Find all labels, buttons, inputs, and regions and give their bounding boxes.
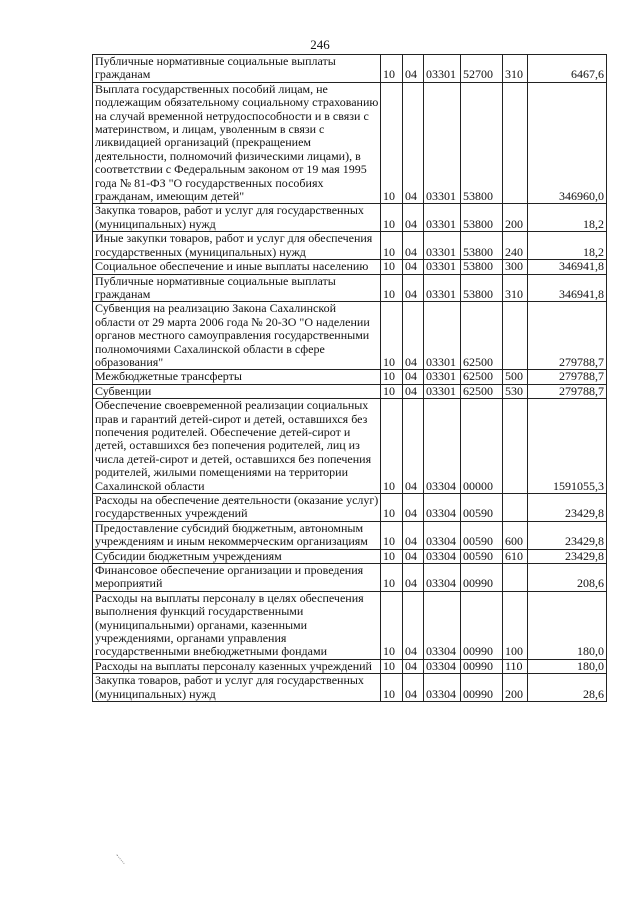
- cell-name: Субвенция на реализацию Закона Сахалинской области от 29 марта 2006 года № 20-ЗО "О наделении органов местного самоуправления государственными полномочиями Сахалинской области в сфере образования": [93, 302, 381, 370]
- cell-target-article-code: 00990: [461, 674, 503, 702]
- cell-name: Межбюджетные трансферты: [93, 370, 381, 384]
- cell-section-code: 10: [381, 260, 403, 274]
- cell-amount: 180,0: [528, 659, 607, 673]
- cell-amount: 18,2: [528, 232, 607, 260]
- cell-program-code: 03301: [424, 232, 461, 260]
- cell-program-code: 03301: [424, 55, 461, 83]
- cell-name: Выплата государственных пособий лицам, не подлежащим обязательному социальному страхованию на случай временной нетрудоспособности и в связи с материнством, и лицам, уволенным в связи с ликвидацией организаций (прекращением деятельности, полномочий физическими лицами), в соответствии с Федеральным законом от 19 мая 1995 года № 81-ФЗ "О государственных пособиях гражданам, имеющим детей": [93, 82, 381, 204]
- cell-amount: 23429,8: [528, 521, 607, 549]
- cell-amount: 23429,8: [528, 494, 607, 522]
- cell-section-code: 10: [381, 274, 403, 302]
- cell-program-code: 03301: [424, 302, 461, 370]
- cell-section-code: 10: [381, 370, 403, 384]
- cell-subsection-code: 04: [403, 260, 424, 274]
- page-number: 246: [310, 37, 330, 52]
- cell-subsection-code: 04: [403, 564, 424, 592]
- table-row: [93, 302, 607, 370]
- cell-expense-type-code: [503, 82, 528, 204]
- table-row: [93, 591, 607, 659]
- cell-target-article-code: 00990: [461, 564, 503, 592]
- cell-amount: 23429,8: [528, 549, 607, 563]
- cell-program-code: 03304: [424, 591, 461, 659]
- table-row: [93, 399, 607, 494]
- cell-expense-type-code: 310: [503, 274, 528, 302]
- cell-expense-type-code: 300: [503, 260, 528, 274]
- cell-program-code: 03301: [424, 260, 461, 274]
- cell-name: Социальное обеспечение и иные выплаты населению: [93, 260, 381, 274]
- cell-amount: 346941,8: [528, 274, 607, 302]
- cell-expense-type-code: 600: [503, 521, 528, 549]
- cell-amount: 18,2: [528, 204, 607, 232]
- cell-program-code: 03301: [424, 274, 461, 302]
- cell-subsection-code: 04: [403, 302, 424, 370]
- cell-subsection-code: 04: [403, 274, 424, 302]
- cell-subsection-code: 04: [403, 82, 424, 204]
- cell-section-code: 10: [381, 82, 403, 204]
- cell-expense-type-code: 200: [503, 204, 528, 232]
- table-row: [93, 55, 607, 83]
- table-row: [93, 260, 607, 274]
- budget-table: [92, 54, 607, 702]
- cell-expense-type-code: 500: [503, 370, 528, 384]
- cell-section-code: 10: [381, 302, 403, 370]
- cell-amount: 279788,7: [528, 302, 607, 370]
- cell-expense-type-code: 310: [503, 55, 528, 83]
- table-row: [93, 521, 607, 549]
- cell-expense-type-code: [503, 564, 528, 592]
- cell-section-code: 10: [381, 399, 403, 494]
- cell-subsection-code: 04: [403, 674, 424, 702]
- cell-name: Предоставление субсидий бюджетным, автономным учреждениям и иным некоммерческим организациям: [93, 521, 381, 549]
- cell-subsection-code: 04: [403, 591, 424, 659]
- cell-amount: 28,6: [528, 674, 607, 702]
- table-row: [93, 204, 607, 232]
- cell-subsection-code: 04: [403, 399, 424, 494]
- table-row: [93, 674, 607, 702]
- cell-target-article-code: 52700: [461, 55, 503, 83]
- cell-target-article-code: 53800: [461, 82, 503, 204]
- cell-name: Публичные нормативные социальные выплаты гражданам: [93, 274, 381, 302]
- cell-expense-type-code: [503, 302, 528, 370]
- cell-amount: 1591055,3: [528, 399, 607, 494]
- cell-section-code: 10: [381, 549, 403, 563]
- cell-expense-type-code: 200: [503, 674, 528, 702]
- cell-subsection-code: 04: [403, 55, 424, 83]
- cell-target-article-code: 00590: [461, 521, 503, 549]
- cell-name: Субвенции: [93, 384, 381, 398]
- cell-program-code: 03304: [424, 564, 461, 592]
- cell-target-article-code: 62500: [461, 370, 503, 384]
- cell-program-code: 03301: [424, 82, 461, 204]
- table-row: [93, 384, 607, 398]
- cell-program-code: 03304: [424, 674, 461, 702]
- cell-name: Финансовое обеспечение организации и проведения мероприятий: [93, 564, 381, 592]
- cell-name: Публичные нормативные социальные выплаты гражданам: [93, 55, 381, 83]
- cell-section-code: 10: [381, 232, 403, 260]
- table-row: [93, 370, 607, 384]
- cell-target-article-code: 00000: [461, 399, 503, 494]
- cell-amount: 6467,6: [528, 55, 607, 83]
- table-row: [93, 659, 607, 673]
- cell-program-code: 03304: [424, 494, 461, 522]
- table-row: [93, 549, 607, 563]
- cell-target-article-code: 00590: [461, 549, 503, 563]
- cell-target-article-code: 62500: [461, 302, 503, 370]
- cell-name: Расходы на выплаты персоналу в целях обеспечения выполнения функций государственными (муниципальными) органами, казенными учреждениями, органами управления государственными внебюджетными фондами: [93, 591, 381, 659]
- cell-section-code: 10: [381, 204, 403, 232]
- cell-name: Иные закупки товаров, работ и услуг для обеспечения государственных (муниципальных) нужд: [93, 232, 381, 260]
- cell-section-code: 10: [381, 521, 403, 549]
- cell-name: Обеспечение своевременной реализации социальных прав и гарантий детей-сирот и детей, оставшихся без попечения родителей. Обеспечение детей-сирот и детей, оставшихся без попечения родителей, лиц из числа детей-сирот и детей, оставшихся без попечения родителей, жилыми помещениями на территории Сахалинской области: [93, 399, 381, 494]
- cell-expense-type-code: [503, 399, 528, 494]
- cell-amount: 279788,7: [528, 384, 607, 398]
- cell-subsection-code: 04: [403, 384, 424, 398]
- cell-subsection-code: 04: [403, 549, 424, 563]
- cell-target-article-code: 00990: [461, 659, 503, 673]
- cell-subsection-code: 04: [403, 494, 424, 522]
- cell-name: Закупка товаров, работ и услуг для государственных (муниципальных) нужд: [93, 674, 381, 702]
- cell-subsection-code: 04: [403, 232, 424, 260]
- cell-name: Закупка товаров, работ и услуг для государственных (муниципальных) нужд: [93, 204, 381, 232]
- cell-target-article-code: 00590: [461, 494, 503, 522]
- table-row: [93, 564, 607, 592]
- cell-program-code: 03304: [424, 521, 461, 549]
- budget-table-body: [93, 55, 607, 702]
- cell-section-code: 10: [381, 384, 403, 398]
- cell-subsection-code: 04: [403, 204, 424, 232]
- cell-target-article-code: 53800: [461, 204, 503, 232]
- cell-program-code: 03304: [424, 659, 461, 673]
- cell-section-code: 10: [381, 55, 403, 83]
- cell-section-code: 10: [381, 494, 403, 522]
- cell-subsection-code: 04: [403, 659, 424, 673]
- cell-amount: 180,0: [528, 591, 607, 659]
- cell-amount: 279788,7: [528, 370, 607, 384]
- cell-expense-type-code: 530: [503, 384, 528, 398]
- cell-subsection-code: 04: [403, 521, 424, 549]
- table-row: [93, 232, 607, 260]
- cell-program-code: 03304: [424, 549, 461, 563]
- cell-section-code: 10: [381, 564, 403, 592]
- cell-expense-type-code: 100: [503, 591, 528, 659]
- cell-amount: 346941,8: [528, 260, 607, 274]
- cell-expense-type-code: 240: [503, 232, 528, 260]
- cell-program-code: 03304: [424, 399, 461, 494]
- cell-name: Расходы на обеспечение деятельности (оказание услуг) государственных учреждений: [93, 494, 381, 522]
- table-row: [93, 494, 607, 522]
- scan-artifact: [116, 844, 137, 864]
- cell-target-article-code: 53800: [461, 274, 503, 302]
- cell-name: Расходы на выплаты персоналу казенных учреждений: [93, 659, 381, 673]
- cell-program-code: 03301: [424, 384, 461, 398]
- cell-section-code: 10: [381, 659, 403, 673]
- cell-subsection-code: 04: [403, 370, 424, 384]
- table-row: [93, 274, 607, 302]
- cell-expense-type-code: 610: [503, 549, 528, 563]
- cell-expense-type-code: [503, 494, 528, 522]
- cell-section-code: 10: [381, 674, 403, 702]
- cell-target-article-code: 00990: [461, 591, 503, 659]
- cell-amount: 346960,0: [528, 82, 607, 204]
- cell-program-code: 03301: [424, 204, 461, 232]
- cell-target-article-code: 62500: [461, 384, 503, 398]
- cell-expense-type-code: 110: [503, 659, 528, 673]
- cell-amount: 208,6: [528, 564, 607, 592]
- cell-program-code: 03301: [424, 370, 461, 384]
- table-row: [93, 82, 607, 204]
- cell-target-article-code: 53800: [461, 232, 503, 260]
- cell-name: Субсидии бюджетным учреждениям: [93, 549, 381, 563]
- cell-section-code: 10: [381, 591, 403, 659]
- cell-target-article-code: 53800: [461, 260, 503, 274]
